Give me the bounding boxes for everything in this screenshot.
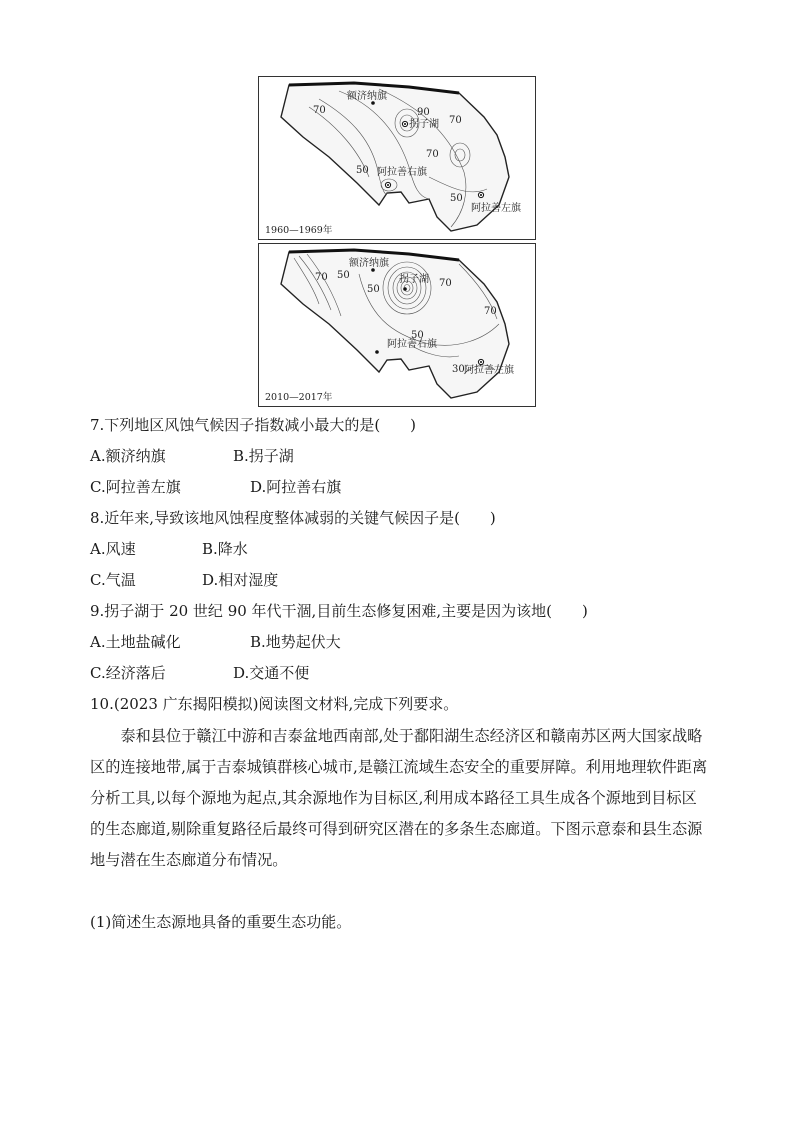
contour-label: 90	[417, 107, 430, 118]
map-period-label: 2010—2017年	[265, 392, 333, 403]
q7-option-d: D.阿拉善右旗	[250, 478, 342, 496]
contour-label: 70	[315, 272, 328, 283]
q8-option-b: B.降水	[202, 540, 248, 558]
contour-map-2	[259, 244, 535, 406]
contour-label: 50	[450, 193, 463, 204]
question-10-stem: 10.(2023 广东揭阳模拟)阅读图文材料,完成下列要求。	[90, 695, 459, 713]
place-ejina: 额济纳旗	[349, 258, 389, 269]
q7-option-b: B.拐子湖	[233, 447, 294, 465]
city-marker-guaizihu	[403, 287, 407, 291]
q8-option-a: A.风速	[90, 540, 136, 558]
question-9-stem: 9.拐子湖于 20 世纪 90 年代干涸,目前生态修复困难,主要是因为该地( )	[90, 602, 588, 620]
contour-label: 70	[439, 278, 452, 289]
contour-map-1	[259, 77, 535, 239]
q7-option-a: A.额济纳旗	[90, 447, 166, 465]
place-guaizihu: 拐子湖	[399, 274, 429, 285]
contour-label: 70	[449, 115, 462, 126]
q9-option-a: A.土地盐碱化	[90, 633, 181, 651]
q9-option-b: B.地势起伏大	[250, 633, 341, 651]
contour-label: 30	[452, 364, 465, 375]
q9-option-d: D.交通不便	[233, 664, 310, 682]
map-2010-2017	[258, 243, 536, 407]
q9-option-c: C.经济落后	[90, 664, 166, 682]
place-alxa-left: 阿拉善左旗	[464, 365, 514, 376]
q8-option-c: C.气温	[90, 571, 136, 589]
map-1960-1969	[258, 76, 536, 240]
place-alxa-right: 阿拉善右旗	[387, 339, 437, 350]
contour-label: 70	[426, 149, 439, 160]
city-marker-alxa-right	[375, 350, 379, 354]
contour-label: 70	[484, 306, 497, 317]
contour-label: 70	[313, 105, 326, 116]
question-10-sub1: (1)简述生态源地具备的重要生态功能。	[90, 913, 352, 931]
place-ejina: 额济纳旗	[347, 91, 387, 102]
q7-option-c: C.阿拉善左旗	[90, 478, 181, 496]
contour-label: 50	[411, 330, 424, 341]
contour-label: 50	[337, 270, 350, 281]
place-alxa-left: 阿拉善左旗	[471, 203, 521, 214]
place-guaizihu: 拐子湖	[409, 119, 439, 130]
q8-option-d: D.相对湿度	[202, 571, 279, 589]
contour-label: 50	[356, 165, 369, 176]
place-alxa-right: 阿拉善右旗	[377, 167, 427, 178]
contour-label: 50	[367, 284, 380, 295]
question-7-stem: 7.下列地区风蚀气候因子指数减小最大的是( )	[90, 416, 417, 434]
question-10-material: 泰和县位于赣江中游和吉泰盆地西南部,处于鄱阳湖生态经济区和赣南苏区两大国家战略区的连接地带,属于吉泰城镇群核心城市,是赣江流域生态安全的重要屏障。利用地理软件距离分析工具,以每个源地为起点,其余源地作为目标区,利用成本路径工具生成各个源地到目标区的生态廊道,剔除重复路径后最终可得到研究区潜在的多条生态廊道。下图示意泰和县生态源地与潜在生态廊道分布情况。	[90, 727, 708, 869]
map-period-label: 1960—1969年	[265, 225, 333, 236]
question-8-stem: 8.近年来,导致该地风蚀程度整体减弱的关键气候因子是( )	[90, 509, 496, 527]
